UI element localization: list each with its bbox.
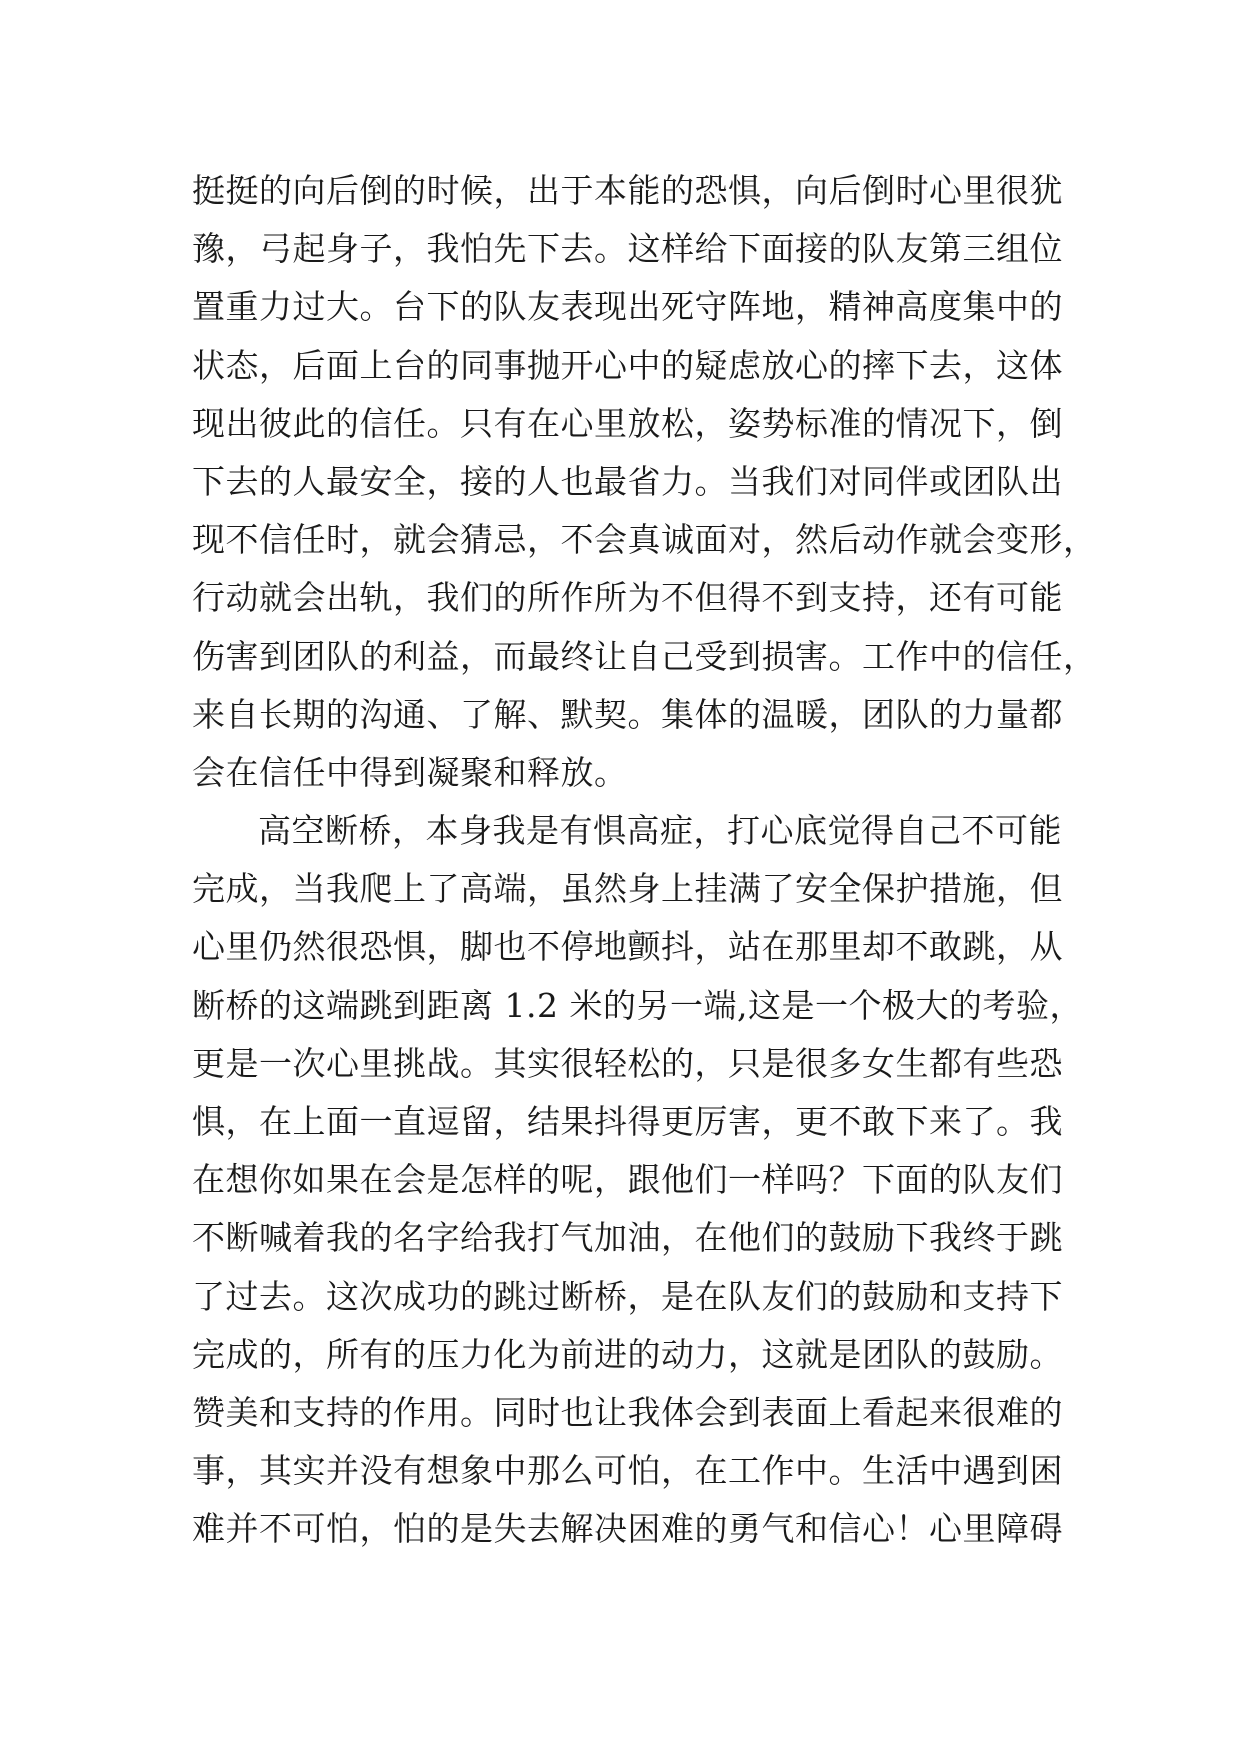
text-line: 完成，当我爬上了高端，虽然身上挂满了安全保护措施，但 — [192, 869, 1063, 909]
text-line: 状态，后面上台的同事抛开心中的疑虑放心的摔下去，这体 — [192, 345, 1063, 385]
text-line: 事，其实并没有想象中那么可怕，在工作中。生活中遇到困 — [192, 1451, 1063, 1491]
text-line: 赞美和支持的作用。同时也让我体会到表面上看起来很难的 — [192, 1392, 1063, 1432]
text-line: 难并不可怕，怕的是失去解决困难的勇气和信心！心里障碍 — [192, 1509, 1063, 1549]
text-line: 下去的人最安全，接的人也最省力。当我们对同伴或团队出 — [192, 461, 1063, 501]
text-line: 了过去。这次成功的跳过断桥，是在队友们的鼓励和支持下 — [192, 1276, 1063, 1316]
text-line: 伤害到团队的利益，而最终让自己受到损害。工作中的信任， — [192, 636, 1097, 676]
text-line: 置重力过大。台下的队友表现出死守阵地，精神高度集中的 — [192, 287, 1063, 327]
text-line: 更是一次心里挑战。其实很轻松的，只是很多女生都有些恐 — [192, 1043, 1063, 1083]
text-line: 在想你如果在会是怎样的呢，跟他们一样吗？下面的队友们 — [192, 1160, 1063, 1200]
text-line: 不断喊着我的名字给我打气加油，在他们的鼓励下我终于跳 — [192, 1218, 1063, 1258]
text-line: 豫，弓起身子，我怕先下去。这样给下面接的队友第三组位 — [192, 229, 1063, 269]
text-line: 会在信任中得到凝聚和释放。 — [192, 752, 628, 792]
text-line: 挺挺的向后倒的时候，出于本能的恐惧，向后倒时心里很犹 — [192, 171, 1063, 210]
paragraph-start-line: 高空断桥，本身我是有惧高症，打心底觉得自己不可能 — [258, 811, 1062, 851]
text-line: 惧，在上面一直逗留，结果抖得更厉害，更不敢下来了。我 — [192, 1102, 1063, 1141]
body-text — [192, 162, 1097, 1559]
text-line: 行动就会出轨，我们的所作所为不但得不到支持，还有可能 — [192, 578, 1063, 618]
text-line: 来自长期的沟通、了解、默契。集体的温暖，团队的力量都 — [192, 694, 1063, 734]
text-line: 现不信任时，就会猜忌，不会真诚面对，然后动作就会变形， — [192, 520, 1097, 560]
text-line: 断桥的这端跳到距离 1.2 米的另一端,这是一个极大的考验， — [192, 985, 1083, 1025]
text-line: 现出彼此的信任。只有在心里放松，姿势标准的情况下，倒 — [192, 403, 1063, 443]
text-line: 完成的，所有的压力化为前进的动力，这就是团队的鼓励。 — [192, 1334, 1063, 1374]
text-line: 心里仍然很恐惧，脚也不停地颤抖，站在那里却不敢跳，从 — [192, 927, 1063, 967]
